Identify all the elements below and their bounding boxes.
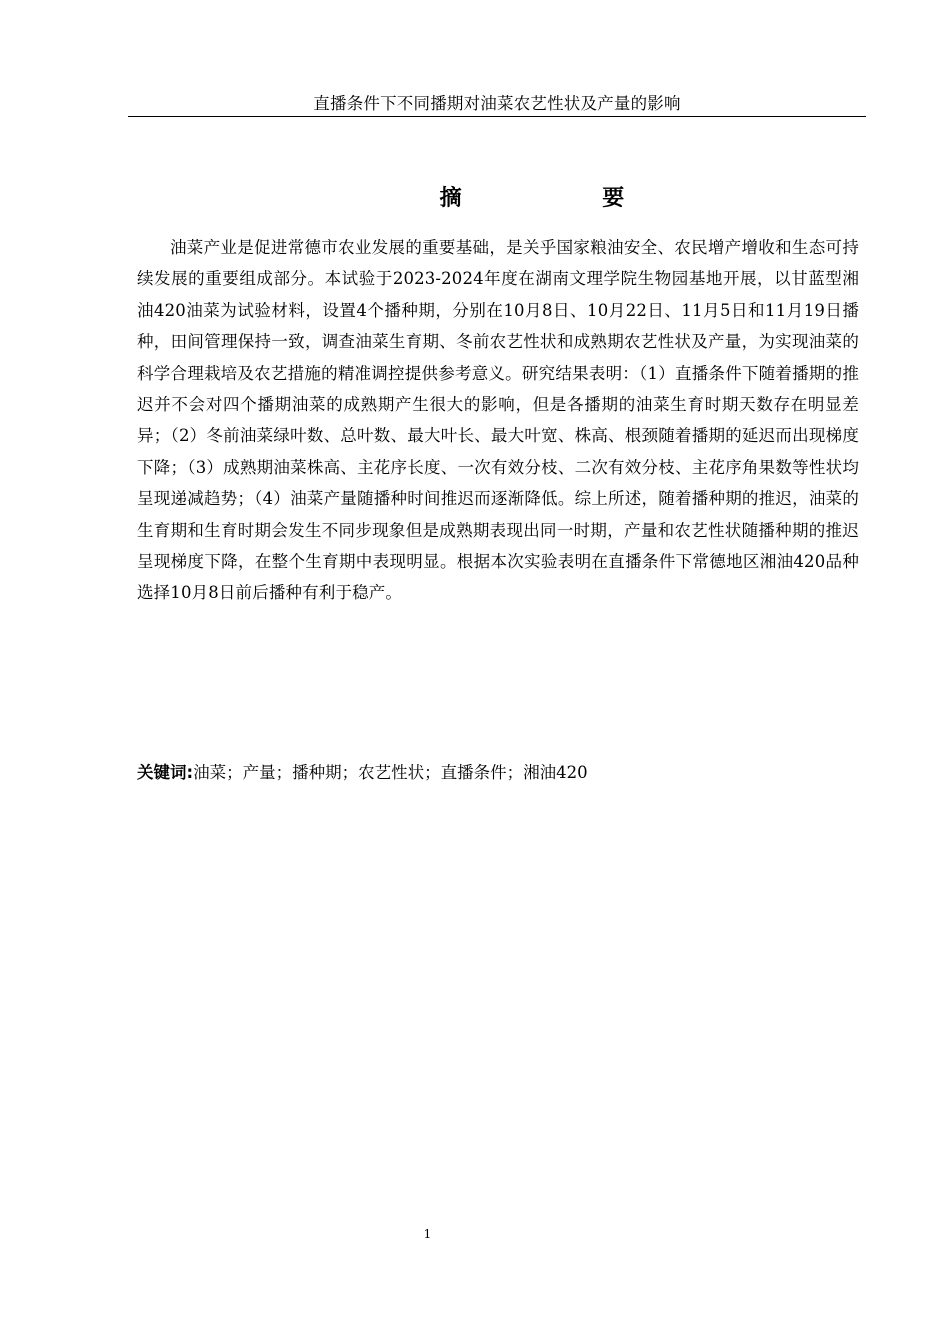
keywords-text: 油菜；产量；播种期；农艺性状；直播条件；湘油420 [193, 763, 588, 782]
abstract-title-text: 摘 要 [439, 186, 647, 211]
page-number: 1 [423, 1227, 432, 1241]
keywords-line [137, 759, 859, 787]
header-divider [128, 116, 866, 117]
abstract-body: 油菜产业是促进常德市农业发展的重要基础，是关乎国家粮油安全、农民增产增收和生态可持续发展的重要组成部分。本试验于2023-2024年度在湖南文理学院生物园基地开展，以甘蓝型湘油420油菜为试验材料，设置4个播种期，分别在10月8日、10月22日、11月5日和11月19日播种，田间管理保持一致，调查油菜生育期、冬前农艺性状和成熟期农艺性状及产量，为实现油菜的科学合理栽培及农艺措施的精准调控提供参考意义。研究结果表明：（1）直播条件下随着播期的推迟并不会对四个播期油菜的成熟期产生很大的影响，但是各播期的油菜生育时期天数存在明显差异；（2）冬前油菜绿叶数、总叶数、最大叶长、最大叶宽、株高、根颈随着播期的延迟而出现梯度下降；（3）成熟期油菜株高、主花序长度、一次有效分枝、二次有效分枝、主花序角果数等性状均呈现递减趋势；（4）油菜产量随播种时间推迟而逐渐降低。综上所述，随着播种期的推迟，油菜的生育期和生育时期会发生不同步现象但是成熟期表现出同一时期，产量和农艺性状随播种期的推迟呈现梯度下降，在整个生育期中表现明显。根据本次实验表明在直播条件下常德地区湘油420品种选择10月8日前后播种有利于稳产。 [137, 238, 859, 603]
abstract-title [128, 184, 950, 214]
running-header: 直播条件下不同播期对油菜农艺性状及产量的影响 [313, 94, 681, 113]
keywords-label: 关键词: [137, 763, 194, 782]
